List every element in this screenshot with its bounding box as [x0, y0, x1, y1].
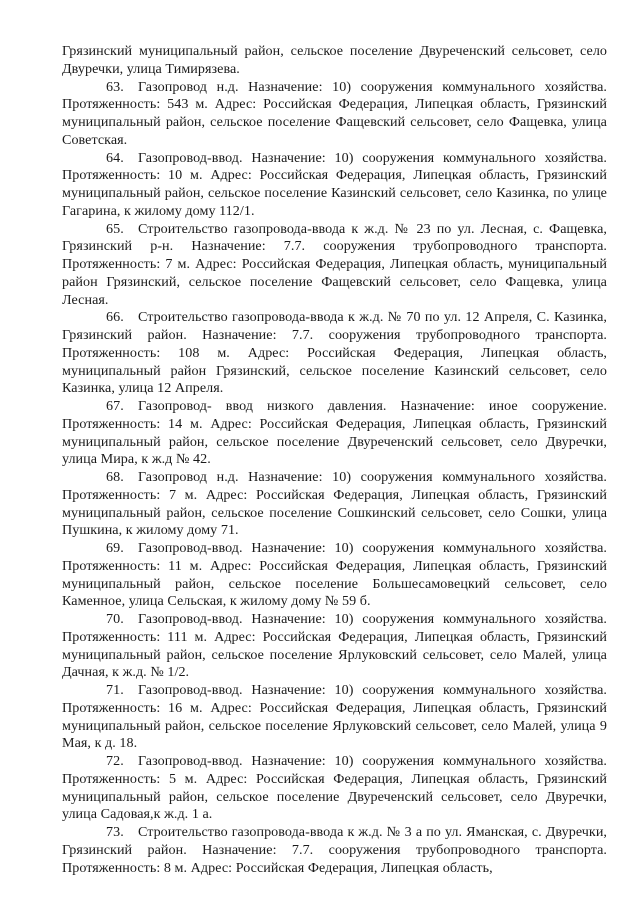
item-text: Газопровод-ввод. Назначение: 10) сооружения коммунального хозяйства. Протяженность: 10 м. Адрес: Российская Федерация, Липецкая область, Грязинский муниципальный район, сельское поселение Казинский сельсовет, село Казинка, по улице Гагарина, к жилому дому 112/1.	[62, 149, 607, 219]
item-number: 68.	[106, 469, 124, 485]
item-text: Газопровод-ввод. Назначение: 10) сооружения коммунального хозяйства. Протяженность: 11 м. Адрес: Российская Федерация, Липецкая область, Грязинский муниципальный район, сельское поселение Большесамовецкий сельсовет, село Каменное, улица Сельская, к жилому дому № 59 б.	[62, 540, 607, 610]
item-text: Газопровод- ввод низкого давления. Назначение: иное сооружение. Протяженность: 14 м. Адрес: Российская Федерация, Липецкая область, Грязинский муниципальный район, сельское поселение Двуреченский сельсовет, село Двуречки, улица Мира, к ж.д № 42.	[62, 398, 607, 468]
item-text: Строительство газопровода-ввода к ж.д. № 70 по ул. 12 Апреля, С. Казинка, Грязинский район. Назначение: 7.7. сооружения трубопроводного транспорта. Протяженность: 108 м. Адрес: Российская Федерация, Липецкая область, муниципальный район Грязинский, сельское поселение Казинский сельсовет, село Казинка, улица 12 Апреля.	[62, 309, 607, 397]
list-item	[62, 611, 607, 682]
item-list	[62, 79, 607, 878]
list-item	[62, 682, 607, 753]
list-item	[62, 79, 607, 150]
item-number: 70.	[106, 611, 124, 627]
item-text: Газопровод н.д. Назначение: 10) сооружения коммунального хозяйства. Протяженность: 543 м. Адрес: Российская Федерация, Липецкая область, Грязинский муниципальный район, сельское поселение Фащевский сельсовет, село Фащевка, улица Советская.	[62, 78, 607, 148]
list-item	[62, 150, 607, 221]
continuation-paragraph: Грязинский муниципальный район, сельское поселение Двуреченский сельсовет, село Двуречки, улица Тимирязева.	[62, 43, 607, 77]
item-number: 65.	[106, 220, 124, 237]
item-text: Строительство газопровода-ввода к ж.д. № 23 по ул. Лесная, с. Фащевка, Грязинский р-н. Назначение: 7.7. сооружения трубопроводного транспорта. Протяженность: 7 м. Адрес: Российская Федерация, Липецкая область, муниципальный район Грязинский, сельское поселение Фащевский сельсовет, село Фащевка, улица Лесная.	[62, 220, 607, 308]
item-number: 72.	[106, 753, 124, 769]
item-text: Газопровод н.д. Назначение: 10) сооружения коммунального хозяйства. Протяженность: 7 м. Адрес: Российская Федерация, Липецкая область, Грязинский муниципальный район, сельское поселение Сошкинский сельсовет, село Сошки, улица Пушкина, к жилому дому 71.	[62, 469, 607, 539]
list-item	[62, 398, 607, 469]
list-item	[62, 469, 607, 540]
item-number: 69.	[106, 540, 124, 556]
item-number: 67.	[106, 398, 124, 414]
list-item	[62, 309, 607, 398]
list-item	[62, 221, 607, 310]
item-number: 73.	[106, 824, 124, 840]
list-item	[62, 824, 607, 877]
item-text: Газопровод-ввод. Назначение: 10) сооружения коммунального хозяйства. Протяженность: 111 м. Адрес: Российская Федерация, Липецкая область, Грязинский муниципальный район, сельское поселение Ярлуковский сельсовет, село Малей, улица Дачная, к ж.д. № 1/2.	[62, 611, 607, 681]
item-number: 63.	[106, 78, 124, 95]
item-number: 71.	[106, 682, 124, 698]
list-item	[62, 753, 607, 824]
item-text: Строительство газопровода-ввода к ж.д. № 3 а по ул. Яманская, с. Двуречки, Грязинский район. Назначение: 7.7. сооружения трубопроводного транспорта. Протяженность: 8 м. Адрес: Российская Федерация, Липецкая область,	[62, 824, 607, 876]
item-number: 64.	[106, 149, 124, 166]
list-item	[62, 540, 607, 611]
item-text: Газопровод-ввод. Назначение: 10) сооружения коммунального хозяйства. Протяженность: 5 м. Адрес: Российская Федерация, Липецкая область, Грязинский муниципальный район, сельское поселение Двуреченский сельсовет, село Двуречки, улица Садовая,к ж.д. 1 а.	[62, 753, 607, 823]
item-text: Газопровод-ввод. Назначение: 10) сооружения коммунального хозяйства. Протяженность: 16 м. Адрес: Российская Федерация, Липецкая область, Грязинский муниципальный район, сельское поселение Ярлуковский сельсовет, село Малей, улица 9 Мая, к д. 18.	[62, 682, 607, 752]
item-number: 66.	[106, 309, 124, 326]
document-body	[62, 43, 607, 877]
